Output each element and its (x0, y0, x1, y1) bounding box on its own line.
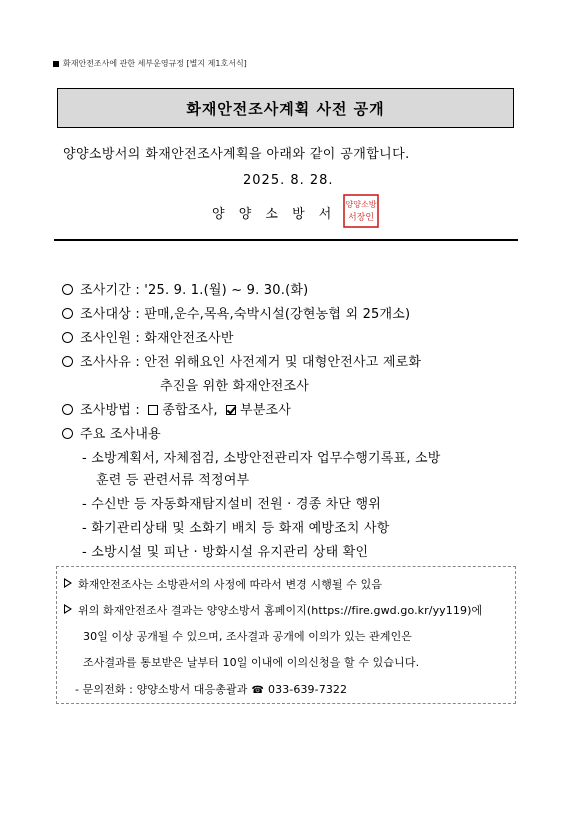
circle-bullet-icon (62, 428, 73, 439)
notice-line-4: 조사결과를 통보받은 날부터 10일 이내에 이의신청을 할 수 있습니다. (83, 656, 420, 669)
contents-item-3: - 화기관리상태 및 소화기 배치 등 화재 예방조치 사항 (82, 521, 390, 536)
triangle-bullet-icon (64, 578, 72, 588)
circle-bullet-icon (62, 332, 73, 343)
svg-text:양양소방: 양양소방 (345, 200, 377, 209)
contact-phone: 033-639-7322 (268, 683, 348, 696)
page-title: 화재안전조사계획 사전 공개 (57, 88, 514, 128)
item-target: 조사대상 : 판매,운수,목욕,숙박시설(강현농협 외 25개소) (62, 303, 410, 322)
announcement-date: 2025. 8. 28. (243, 173, 334, 188)
circle-bullet-icon (62, 284, 73, 295)
comprehensive-inspection-checkbox (148, 405, 158, 415)
contents-item-2: - 수신반 등 자동화재탐지설비 전원 · 경종 차단 행위 (82, 497, 382, 512)
square-bullet-icon (53, 61, 59, 67)
contents-item-1: - 소방계획서, 자체점검, 소방안전관리자 업무수행기록표, 소방 (82, 451, 441, 466)
issuing-organization: 양 양 소 방 서 (212, 207, 332, 222)
item-contents-title: 주요 조사내용 (62, 423, 161, 442)
item-reason: 조사사유 : 안전 위해요인 사전제거 및 대형안전사고 제로화 (62, 351, 421, 370)
item-reason-continued: 추진을 위한 화재안전조사 (160, 379, 310, 394)
divider (54, 239, 518, 241)
notice-line-3: 30일 이상 공개될 수 있으며, 조사결과 공개에 이의가 있는 관계인은 (83, 630, 413, 643)
svg-text:서장인: 서장인 (347, 213, 375, 223)
circle-bullet-icon (62, 308, 73, 319)
item-method: 조사방법 : 종합조사, 부분조사 (62, 399, 291, 418)
circle-bullet-icon (62, 356, 73, 367)
notice-line-2: 위의 화재안전조사 결과는 양양소방서 홈페이지(https://fire.gwd.go.kr/yy119)에 (64, 602, 482, 618)
circle-bullet-icon (62, 404, 73, 415)
contents-item-1-continued: 훈련 등 관련서류 적정여부 (96, 473, 250, 488)
item-period: 조사기간 : '25. 9. 1.(월) ~ 9. 30.(화) (62, 279, 308, 298)
official-seal (343, 194, 379, 228)
triangle-bullet-icon (64, 604, 72, 614)
contents-item-4: - 소방시설 및 피난 · 방화시설 유지관리 상태 확인 (82, 545, 369, 560)
contact-line: - 문의전화 : 양양소방서 대응총괄과 ☎ 033-639-7322 (75, 683, 348, 696)
partial-inspection-checkbox (226, 405, 236, 415)
intro-text: 양양소방서의 화재안전조사계획을 아래와 같이 공개합니다. (63, 147, 410, 162)
notice-line-1: 화재안전조사는 소방관서의 사정에 따라서 변경 시행될 수 있음 (64, 576, 382, 592)
form-reference-note: 화재안전조사에 관한 세부운영규정 [별지 제1호서식] (53, 58, 247, 69)
item-staff: 조사인원 : 화재안전조사반 (62, 327, 234, 346)
phone-icon: ☎ (251, 685, 264, 696)
